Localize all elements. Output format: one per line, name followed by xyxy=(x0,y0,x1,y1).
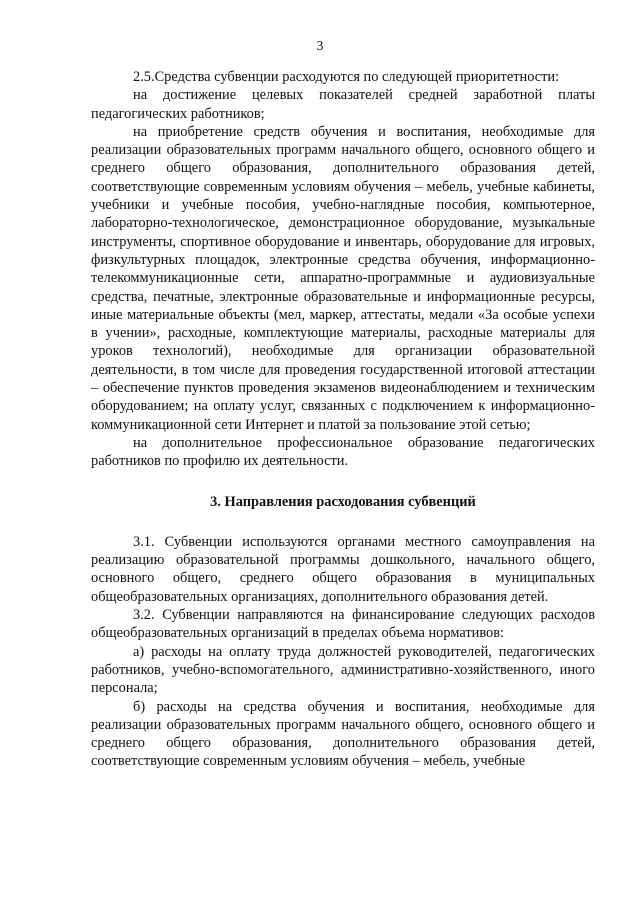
paragraph-3-2: 3.2. Субвенции направляются на финансирование следующих расходов общеобразовательных организаций в пределах объема нормативов: xyxy=(91,607,595,642)
section-2-5-intro: 2.5.Средства субвенции расходуются по следующей приоритетности: xyxy=(133,69,560,85)
page-number: 3 xyxy=(316,38,324,53)
expense-item-a: а) расходы на оплату труда должностей руководителей, педагогических работников, учебно-вспомогательного, административно-хозяйственного, иного персонала; xyxy=(91,643,595,697)
expense-item-b: б) расходы на средства обучения и воспитания, необходимые для реализации образовательных программ начального общего, основного общего и среднего общего образования, дополнительного образования детей, соответствующие современным условиям обучения – мебель, учебные xyxy=(91,698,595,770)
priority-item-training: на дополнительное профессиональное образование педагогических работников по профилю их деятельности. xyxy=(91,434,595,470)
paragraph-3-1: 3.1. Субвенции используются органами местного самоуправления на реализацию образовательной программы дошкольного, начального общего, основного общего, среднего общего образования в муниципальных общеобразовательных организациях, дополнительного образования детей. xyxy=(91,533,595,605)
document-body xyxy=(91,68,595,771)
priority-item-equipment: на приобретение средств обучения и воспитания, необходимые для реализации образовательных программ начального общего, основного общего и среднего общего образования, дополнительного образования детей, соответствующие современным условиям обучения – мебель, учебные кабинеты, учебники и учебные пособия, учебно-наглядные пособия, компьютерное, лабораторно-технологическое, демонстрационное оборудование, музыкальные инструменты, спортивное оборудование и инвентарь, оборудование для игровых, физкультурных площадок, электронные средства обучения, информационно-телекоммуникационные сети, аппаратно-программные и аудиовизуальные средства, печатные, электронные образовательные и информационные ресурсы, иные материальные объекты (мел, маркер, аттестаты, медали «За особые успехи в учении», расходные, комплектующие материалы, расходные материалы для уроков технологий), необходимые для организации образовательной деятельности, в том числе для проведения государственной итоговой аттестации – обеспечение пунктов проведения экзаменов видеонаблюдением и техническим оборудованием; на оплату услуг, связанных с подключением к информационно-коммуникационной сети Интернет и платой за пользование этой сетью; xyxy=(91,123,595,433)
section-3-title: 3. Направления расходования субвенций xyxy=(210,493,476,510)
priority-item-salary: на достижение целевых показателей средней заработной платы педагогических работников; xyxy=(91,87,595,122)
